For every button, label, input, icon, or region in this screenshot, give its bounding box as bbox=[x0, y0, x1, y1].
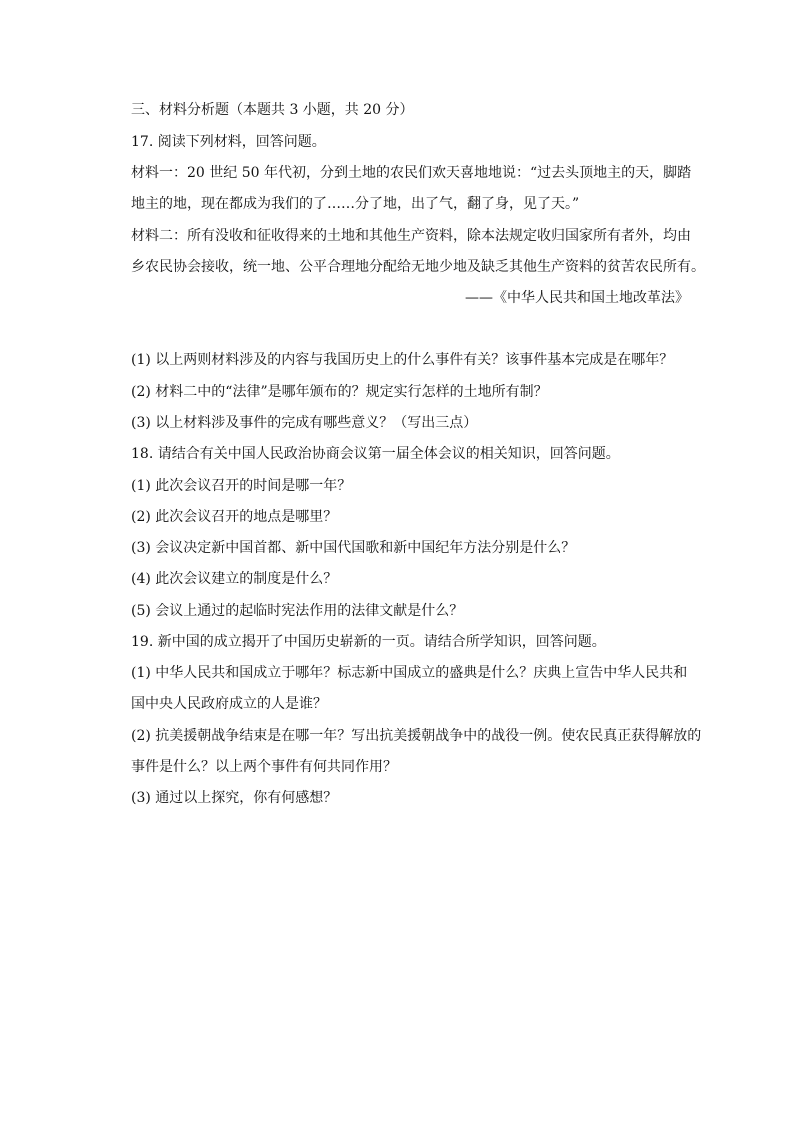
question-17-stem: 17. 阅读下列材料，回答问题。 bbox=[131, 134, 326, 150]
question-18-sub-5: (5) 会议上通过的起临时宪法作用的法律文献是什么？ bbox=[131, 603, 464, 619]
question-19-sub-2-line-1: (2) 抗美援朝战争结束是在哪一年？写出抗美援朝战争中的战役一例。使农民真正获得解放的 bbox=[131, 728, 702, 744]
question-19-sub-1-line-1: (1) 中华人民共和国成立于哪年？标志新中国成立的盛典是什么？庆典上宣告中华人民共和 bbox=[131, 665, 688, 681]
question-19-stem: 19. 新中国的成立揭开了中国历史崭新的一页。请结合所学知识，回答问题。 bbox=[131, 634, 606, 650]
material-1-line-2: 地主的地，现在都成为我们的了……分了地，出了气，翻了身，见了天。” bbox=[131, 196, 580, 212]
question-17-sub-3: (3) 以上材料涉及事件的完成有哪些意义？（写出三点） bbox=[131, 415, 478, 431]
question-17-sub-2: (2) 材料二中的“法律”是哪年颁布的？规定实行怎样的土地所有制？ bbox=[131, 384, 548, 400]
material-2-line-2: 乡农民协会接收，统一地、公平合理地分配给无地少地及缺乏其他生产资料的贫苦农民所有。 bbox=[131, 259, 705, 275]
question-18-sub-2: (2) 此次会议召开的地点是哪里？ bbox=[131, 509, 338, 525]
question-18-sub-1: (1) 此次会议召开的时间是哪一年？ bbox=[131, 478, 352, 494]
material-2-source: ——《中华人民共和国土地改革法》 bbox=[465, 290, 689, 306]
question-19-sub-3: (3) 通过以上探究，你有何感想？ bbox=[131, 790, 338, 806]
question-17-sub-1: (1) 以上两则材料涉及的内容与我国历史上的什么事件有关？该事件基本完成是在哪年？ bbox=[131, 352, 674, 368]
question-19-sub-1-line-2: 国中央人民政府成立的人是谁？ bbox=[131, 696, 327, 712]
material-2-line-1: 材料二：所有没收和征收得来的土地和其他生产资料，除本法规定收归国家所有者外，均由 bbox=[131, 228, 691, 244]
question-18-stem: 18. 请结合有关中国人民政治协商会议第一届全体会议的相关知识，回答问题。 bbox=[131, 446, 620, 462]
question-18-sub-3: (3) 会议决定新中国首都、新中国代国歌和新中国纪年方法分别是什么？ bbox=[131, 540, 576, 556]
question-19-sub-2-line-2: 事件是什么？以上两个事件有何共同作用？ bbox=[131, 759, 397, 775]
question-18-sub-4: (4) 此次会议建立的制度是什么？ bbox=[131, 571, 338, 587]
section-title: 三、材料分析题（本题共 3 小题，共 20 分） bbox=[131, 102, 414, 118]
material-1-line-1: 材料一：20 世纪 50 年代初，分到土地的农民们欢天喜地地说：“过去头顶地主的天，脚踏 bbox=[131, 165, 692, 181]
